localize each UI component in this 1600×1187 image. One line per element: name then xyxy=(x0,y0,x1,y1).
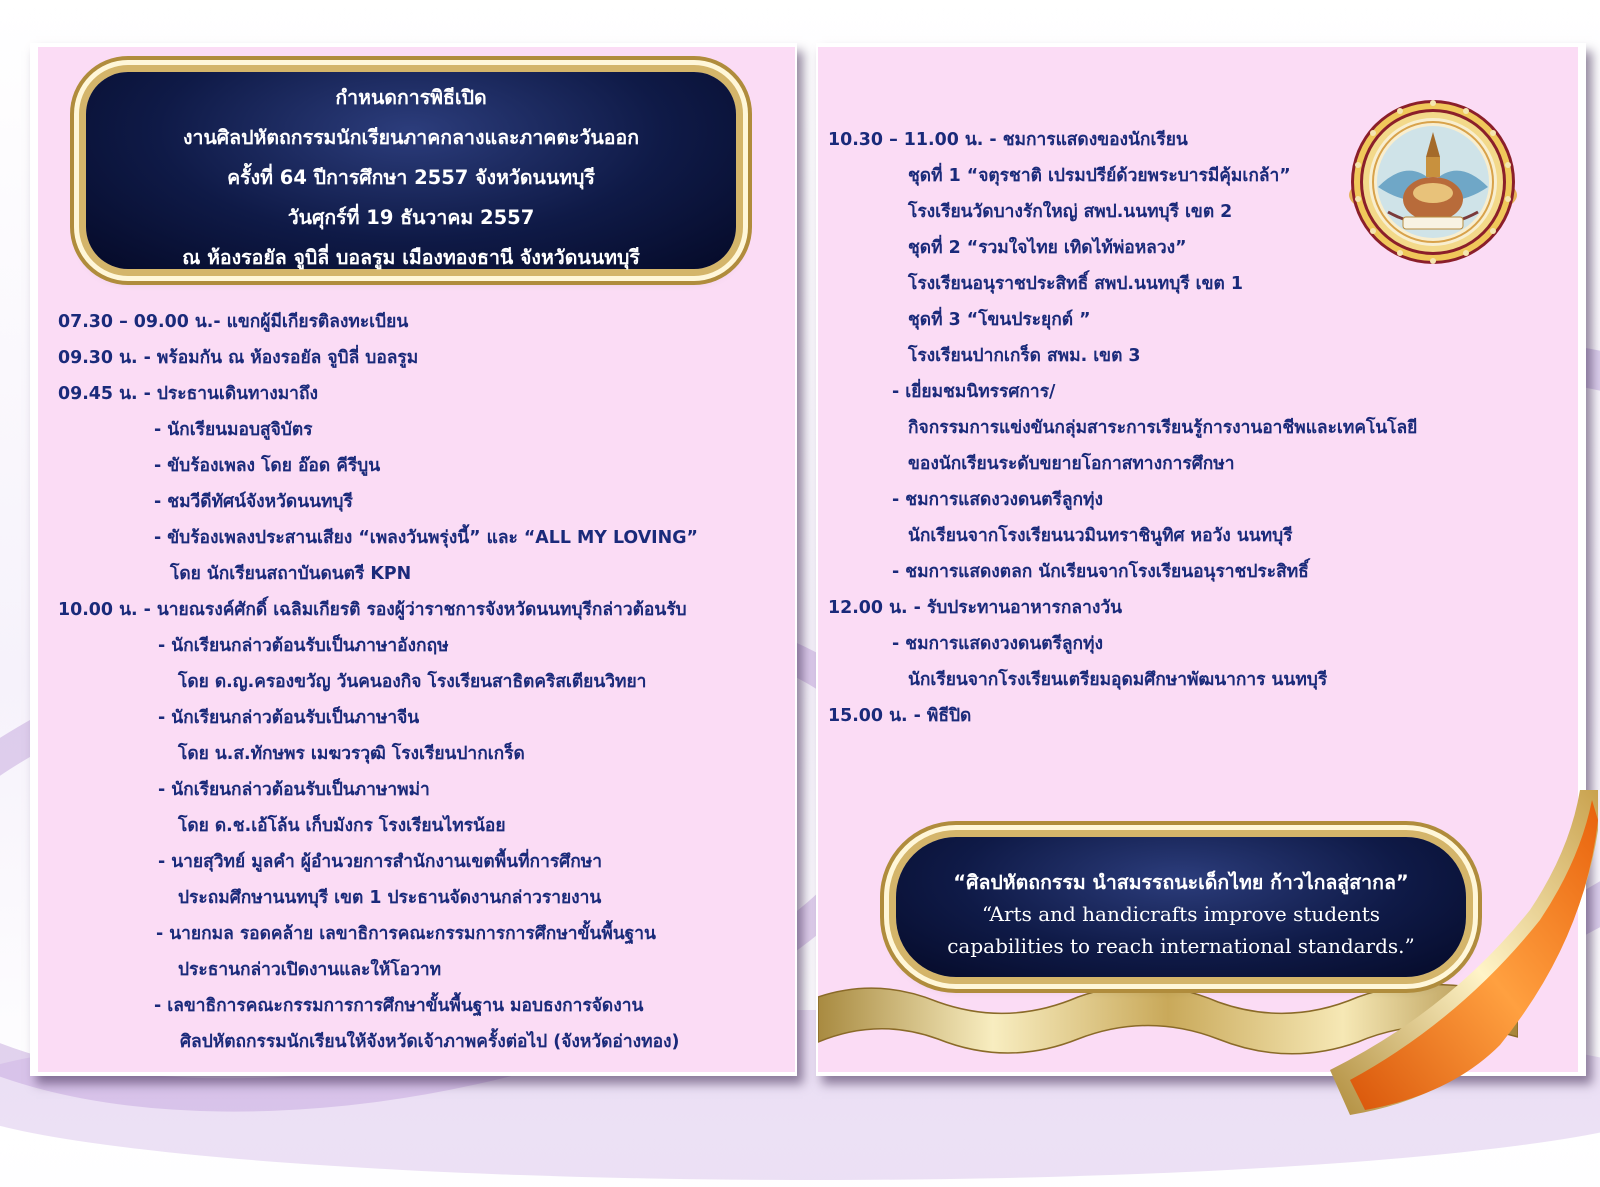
left-panel xyxy=(30,43,797,1076)
schedule-item: นักเรียนจากโรงเรียนเตรียมอุดมศึกษาพัฒนาการ นนทบุรี xyxy=(908,670,1328,690)
schedule-item: 10.30 – 11.00 น. - ชมการแสดงของนักเรียน xyxy=(828,130,1188,150)
schedule-item: ชุดที่ 1 “จตุรชาติ เปรมปรีย์ด้วยพระบารมีคุ้มเกล้า” xyxy=(908,166,1291,186)
schedule-item: โดย ด.ญ.ครองขวัญ วันคนองกิจ โรงเรียนสาธิตคริสเตียนวิทยา xyxy=(178,672,647,692)
schedule-item: 09.45 น. - ประธานเดินทางมาถึง xyxy=(58,384,318,404)
schedule-item: ศิลปหัตถกรรมนักเรียนให้จังหวัดเจ้าภาพครั้งต่อไป (จังหวัดอ่างทอง) xyxy=(180,1032,680,1052)
schedule-item: - ชมการแสดงวงดนตรีลูกทุ่ง xyxy=(892,634,1103,654)
slogan-english-line1: “Arts and handicrafts improve students xyxy=(981,902,1381,926)
header-edition: ครั้งที่ 64 ปีการศึกษา 2557 จังหวัดนนทบุรี xyxy=(227,166,595,189)
schedule-item: - นักเรียนกล่าวต้อนรับเป็นภาษาพม่า xyxy=(158,780,430,800)
header-box xyxy=(86,72,736,269)
orange-ribbon-icon xyxy=(1330,790,1600,1120)
schedule-item: - ชมวีดีทัศน์จังหวัดนนทบุรี xyxy=(154,492,353,512)
schedule-item: โดย นักเรียนสถาบันดนตรี KPN xyxy=(170,564,412,584)
header-event: งานศิลปหัตถกรรมนักเรียนภาคกลางและภาคตะวันออก xyxy=(182,126,640,149)
schedule-item: 07.30 – 09.00 น.- แขกผู้มีเกียรติลงทะเบียน xyxy=(58,312,409,332)
schedule-item: โดย น.ส.ทักษพร เมฆวรวุฒิ โรงเรียนปากเกร็ด xyxy=(178,744,525,764)
schedule-item: - นายสุวิทย์ มูลคำ ผู้อำนวยการสำนักงานเขตพื้นที่การศึกษา xyxy=(158,852,602,872)
schedule-item: โดย ด.ช.เอ้โล้น เก็บมังกร โรงเรียนไทรน้อย xyxy=(178,816,506,836)
schedule-item: นักเรียนจากโรงเรียนนวมินทราชินูทิศ หอวัง นนทบุรี xyxy=(908,526,1293,546)
schedule-item: ของนักเรียนระดับขยายโอกาสทางการศึกษา xyxy=(908,454,1235,474)
schedule-item: ประถมศึกษานนทบุรี เขต 1 ประธานจัดงานกล่าวรายงาน xyxy=(178,888,602,908)
schedule-item: โรงเรียนปากเกร็ด สพม. เขต 3 xyxy=(908,346,1141,366)
slogan-thai: “ศิลปหัตถกรรม นำสมรรถนะเด็กไทย ก้าวไกลสู่สากล” xyxy=(953,871,1409,894)
schedule-item: - ชมการแสดงวงดนตรีลูกทุ่ง xyxy=(892,490,1103,510)
schedule-item: กิจกรรมการแข่งขันกลุ่มสาระการเรียนรู้การงานอาชีพและเทคโนโลยี xyxy=(908,418,1418,438)
header-title: กำหนดการพิธีเปิด xyxy=(335,86,487,109)
schedule-item: - นักเรียนกล่าวต้อนรับเป็นภาษาอังกฤษ xyxy=(158,636,449,656)
schedule-item: ชุดที่ 3 “โขนประยุกต์ ” xyxy=(908,310,1091,330)
schedule-item: - ชมการแสดงตลก นักเรียนจากโรงเรียนอนุราชประสิทธิ์ xyxy=(892,562,1309,582)
schedule-item: ประธานกล่าวเปิดงานและให้โอวาท xyxy=(178,960,442,980)
schedule-item: - ขับร้องเพลงประสานเสียง “เพลงวันพรุ่งนี้” และ “ALL MY LOVING” xyxy=(154,528,698,548)
schedule-item: - นายกมล รอดคล้าย เลขาธิการคณะกรรมการการศึกษาขั้นพื้นฐาน xyxy=(156,924,656,944)
schedule-item: โรงเรียนวัดบางรักใหญ่ สพป.นนทบุรี เขต 2 xyxy=(908,202,1233,222)
schedule-item: โรงเรียนอนุราชประสิทธิ์ สพป.นนทบุรี เขต 1 xyxy=(908,274,1243,294)
schedule-item: - นักเรียนกล่าวต้อนรับเป็นภาษาจีน xyxy=(158,708,420,728)
schedule-item: 10.00 น. - นายณรงค์ศักดิ์ เฉลิมเกียรติ รองผู้ว่าราชการจังหวัดนนทบุรีกล่าวต้อนรับ xyxy=(58,600,687,620)
schedule-item: - ขับร้องเพลง โดย อ๊อด คีรีบูน xyxy=(154,456,381,476)
schedule-item: - เยี่ยมชมนิทรรศการ/ xyxy=(892,382,1056,402)
schedule-item: 12.00 น. - รับประทานอาหารกลางวัน xyxy=(828,598,1122,618)
schedule-item: 15.00 น. - พิธีปิด xyxy=(828,706,972,726)
schedule-item: - นักเรียนมอบสูจิบัตร xyxy=(154,420,313,440)
ministry-seal-icon xyxy=(1348,87,1518,277)
header-date: วันศุกร์ที่ 19 ธันวาคม 2557 xyxy=(287,206,535,229)
slogan-english-line2: capabilities to reach international standards.” xyxy=(947,934,1415,958)
schedule-item: ชุดที่ 2 “รวมใจไทย เทิดไท้พ่อหลวง” xyxy=(908,238,1187,258)
schedule-item: - เลขาธิการคณะกรรมการการศึกษาขั้นพื้นฐาน มอบธงการจัดงาน xyxy=(154,996,644,1016)
schedule-item: 09.30 น. - พร้อมกัน ณ ห้องรอยัล จูบิลี่ บอลรูม xyxy=(58,348,419,368)
header-venue: ณ ห้องรอยัล จูบิลี่ บอลรูม เมืองทองธานี จังหวัดนนทบุรี xyxy=(182,246,640,269)
